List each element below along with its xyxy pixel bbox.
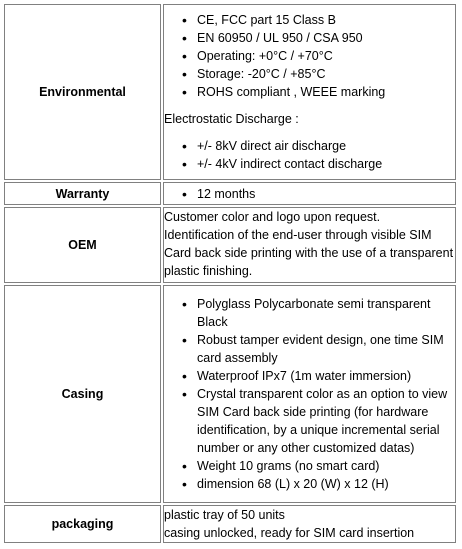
list-item: • +/- 4kV indirect contact discharge: [197, 155, 455, 173]
list-item: • Weight 10 grams (no smart card): [197, 457, 455, 475]
row-content-oem: [163, 207, 456, 283]
esd-heading: Electrostatic Discharge :: [164, 112, 299, 126]
casing-list: [164, 295, 455, 493]
spec-table-wrapper: [2, 2, 458, 545]
row-label-environmental: Environmental: [4, 4, 161, 180]
spec-table: [2, 2, 458, 545]
row-content-packaging: [163, 505, 456, 543]
list-item: • Waterproof IPx7 (1m water immersion): [197, 367, 455, 385]
packaging-line: plastic tray of 50 units: [164, 508, 285, 522]
list-item: • 12 months: [197, 185, 455, 203]
oem-line: Identification of the end-user through visible SIM Card back side printing with the use of a transparent plastic finishing.: [164, 228, 454, 278]
list-item: • Storage: -20°C / +85°C: [197, 65, 455, 83]
esd-list: [164, 137, 455, 173]
warranty-list: [164, 185, 455, 203]
environmental-list: [164, 11, 455, 101]
list-item: • +/- 8kV direct air discharge: [197, 137, 455, 155]
row-environmental: [4, 4, 456, 180]
list-item: • dimension 68 (L) x 20 (W) x 12 (H): [197, 475, 455, 493]
spacer: [164, 101, 455, 110]
row-label-packaging: packaging: [4, 505, 161, 543]
oem-line: Customer color and logo upon request.: [164, 210, 381, 224]
list-item: • Operating: +0°C / +70°C: [197, 47, 455, 65]
row-oem: [4, 207, 456, 283]
packaging-line: casing unlocked, ready for SIM card insertion: [164, 526, 415, 540]
list-item: • CE, FCC part 15 Class B: [197, 11, 455, 29]
list-item: • ROHS compliant , WEEE marking: [197, 83, 455, 101]
row-packaging: [4, 505, 456, 543]
row-casing: [4, 285, 456, 503]
row-label-warranty: Warranty: [4, 182, 161, 205]
spacer: [164, 128, 455, 137]
list-item: • Robust tamper evident design, one time SIM card assembly: [197, 331, 455, 367]
row-content-environmental: [163, 4, 456, 180]
list-item: • EN 60950 / UL 950 / CSA 950: [197, 29, 455, 47]
list-item: • Crystal transparent color as an option to view SIM Card back side printing (for hardware identification, by a unique incremental serial number or any other customized datas): [197, 385, 455, 457]
row-content-warranty: [163, 182, 456, 205]
row-label-oem: OEM: [4, 207, 161, 283]
row-label-casing: Casing: [4, 285, 161, 503]
row-content-casing: [163, 285, 456, 503]
list-item: • Polyglass Polycarbonate semi transparent Black: [197, 295, 455, 331]
row-warranty: [4, 182, 456, 205]
